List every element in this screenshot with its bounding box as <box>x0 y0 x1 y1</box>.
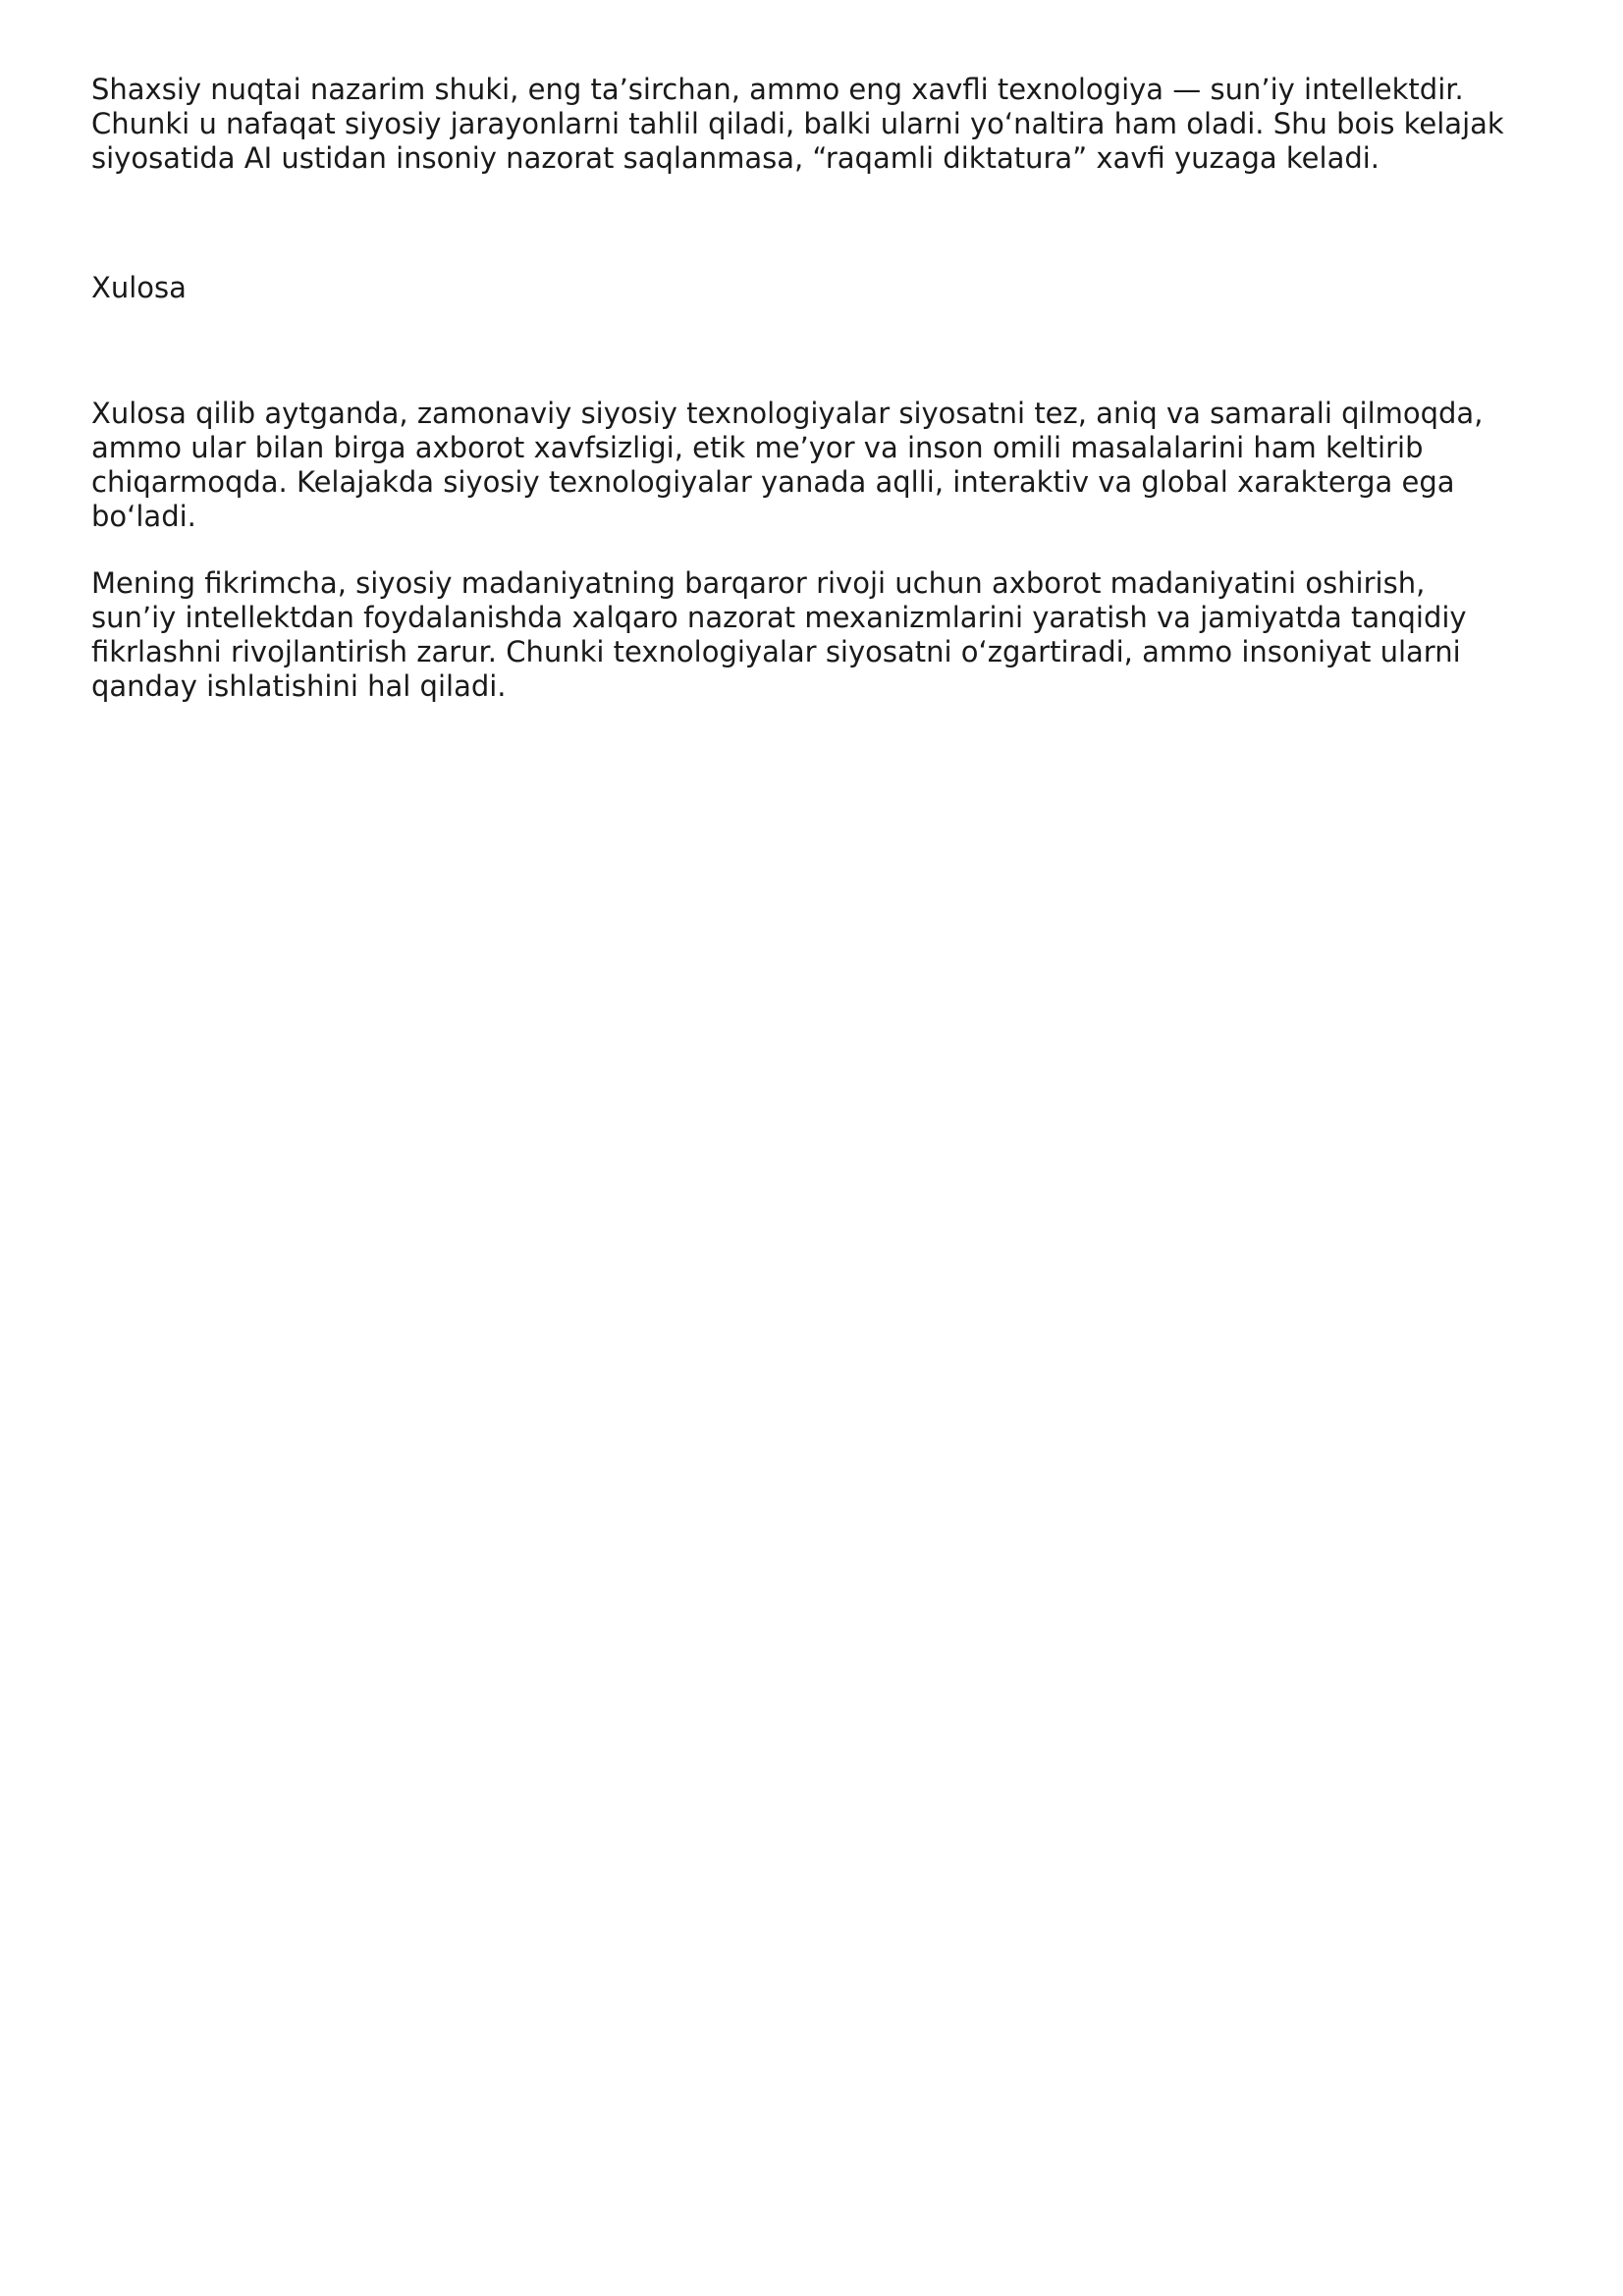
paragraph-opinion <box>91 566 1544 704</box>
paragraph-text <box>91 397 1544 534</box>
paragraph-text <box>91 566 1544 704</box>
text-line: Mening fikrimcha, siyosiy madaniyatning barqaror rivoji uchun axborot madaniyatini oshirish, <box>91 566 1426 600</box>
text-line: chiqarmoqda. Kelajakda siyosiy texnologiyalar yanada aqlli, interaktiv va global xarakterga ega <box>91 465 1455 499</box>
paragraph-conclusion <box>91 397 1544 534</box>
paragraph-personal-view <box>91 73 1544 176</box>
text-line: qanday ishlatishini hal qiladi. <box>91 669 507 703</box>
text-line: Shaxsiy nuqtai nazarim shuki, eng ta’sirchan, ammo eng xavfli texnologiya — sun’iy intellektdir. <box>91 73 1464 106</box>
text-line: Xulosa qilib aytganda, zamonaviy siyosiy texnologiyalar siyosatni tez, aniq va samarali qilmoqda, <box>91 397 1484 430</box>
text-line: fikrlashni rivojlantirish zarur. Chunki texnologiyalar siyosatni oʻzgartiradi, ammo insoniyat ularni <box>91 635 1461 668</box>
paragraph-text <box>91 73 1544 176</box>
text-line: Chunki u nafaqat siyosiy jarayonlarni tahlil qiladi, balki ularni yoʻnaltira ham oladi. Shu bois kelajak <box>91 107 1504 140</box>
text-line: sun’iy intellektdan foydalanishda xalqaro nazorat mexanizmlarini yaratish va jamiyatda tanqidiy <box>91 601 1467 634</box>
section-heading: Xulosa <box>91 271 187 304</box>
text-line: ammo ular bilan birga axborot xavfsizligi, etik me’yor va inson omili masalalarini ham keltirib <box>91 431 1424 464</box>
text-line: siyosatida AI ustidan insoniy nazorat saqlanmasa, “raqamli diktatura” xavfi yuzaga keladi. <box>91 141 1380 175</box>
text-line: boʻladi. <box>91 500 196 533</box>
